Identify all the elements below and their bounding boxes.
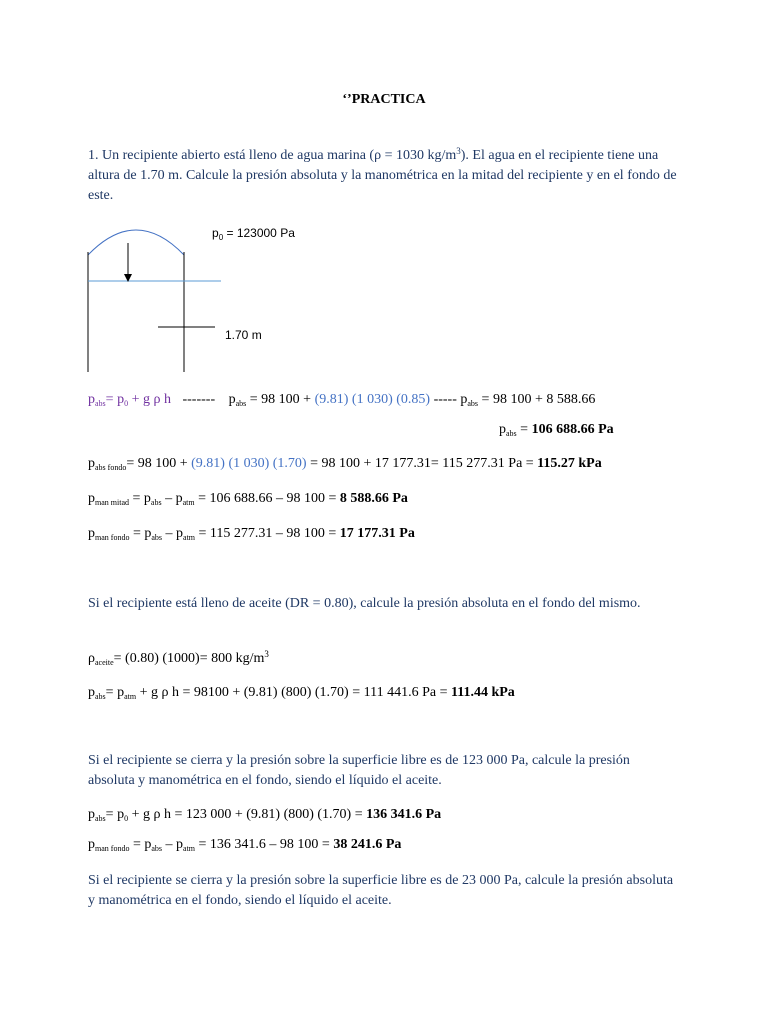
- p0-label: $p_0 = 123000$ Pa: [212, 226, 295, 242]
- problem-2-statement: Si el recipiente está lleno de aceite (DR = 0.80), calcule la presión absoluta en el fondo del mismo.: [88, 596, 641, 611]
- equation-gauge-mid: $p_{man mitad} = p_{abs} - p_{atm} = 106$ 688.66 – 98 100 = 8 588.66 Pa: [88, 491, 408, 507]
- pressure-arc: [88, 230, 184, 255]
- equation-oil-density: $\rho_{aceite}= (0.80)$ (1000)= 800 $kg/m^3$: [88, 649, 269, 667]
- equation-closed-gauge: $p_{man fondo} = p_{abs} - p_{atm} = 136$ 341.6 – 98 100 = 38 241.6 Pa: [88, 837, 402, 853]
- equation-oil-abs-bottom: $p_{abs}= p_{atm} + g$ ρ h = 98100 + (9.81) (800) (1.70) = 111 441.6 Pa = 111.44 kPa: [88, 685, 515, 701]
- problem-1-text-a: 1. Un recipiente abierto está lleno de agua marina (ρ = 1030 kg/m: [88, 148, 457, 163]
- problem-3-statement: Si el recipiente se cierra y la presión sobre la superficie libre es de 123 000 Pa, calcule la presión absoluta y manométrica en el fondo, siendo el líquido el aceite.: [88, 753, 630, 788]
- equation-closed-abs: $p_{abs}= p_0 + g$ ρ h = 123 000 + (9.81) (800) (1.70) = 136 341.6 Pa: [88, 807, 442, 823]
- document-title: ‘’PRACTICA: [342, 92, 426, 107]
- equation-abs-bottom: $p_{abs fondo}= 98$ 100 + (9.81) (1 030) (1.70) = 98 100 + 17 177.31= 115 277.31 Pa = 115.27 kPa: [88, 456, 602, 472]
- problem-1-text-b: ). El agua en el recipiente tiene una altura de 1.70 m. Calcule la presión absoluta y la manométrica en la mitad del recipiente y en el fondo de este.: [88, 148, 677, 203]
- cubic-exponent: 3: [456, 146, 461, 156]
- equation-abs-mid: $p_{abs}= p_0 + g$ ρ h ------- $p_{abs} = 98$ 100 + (9.81) (1 030) (0.85) ----- $p_{abs} = 98$ 100 + 8 588.66: [88, 392, 596, 408]
- problem-4-statement: Si el recipiente se cierra y la presión sobre la superficie libre es de 23 000 Pa, calcule la presión absoluta y manométrica en el fondo, siendo el líquido el aceite.: [88, 873, 674, 908]
- equation-gauge-bottom: $p_{man fondo} = p_{abs} - p_{atm} = 115$ 277.31 – 98 100 = 17 177.31 Pa: [88, 526, 415, 542]
- result-abs-mid: $p_{abs} = 106$ 688.66 Pa: [499, 422, 614, 438]
- formula-pabs: $p_{abs}= p_0 + g$ ρ h: [88, 392, 171, 408]
- height-label: 1.70 m: [225, 328, 262, 342]
